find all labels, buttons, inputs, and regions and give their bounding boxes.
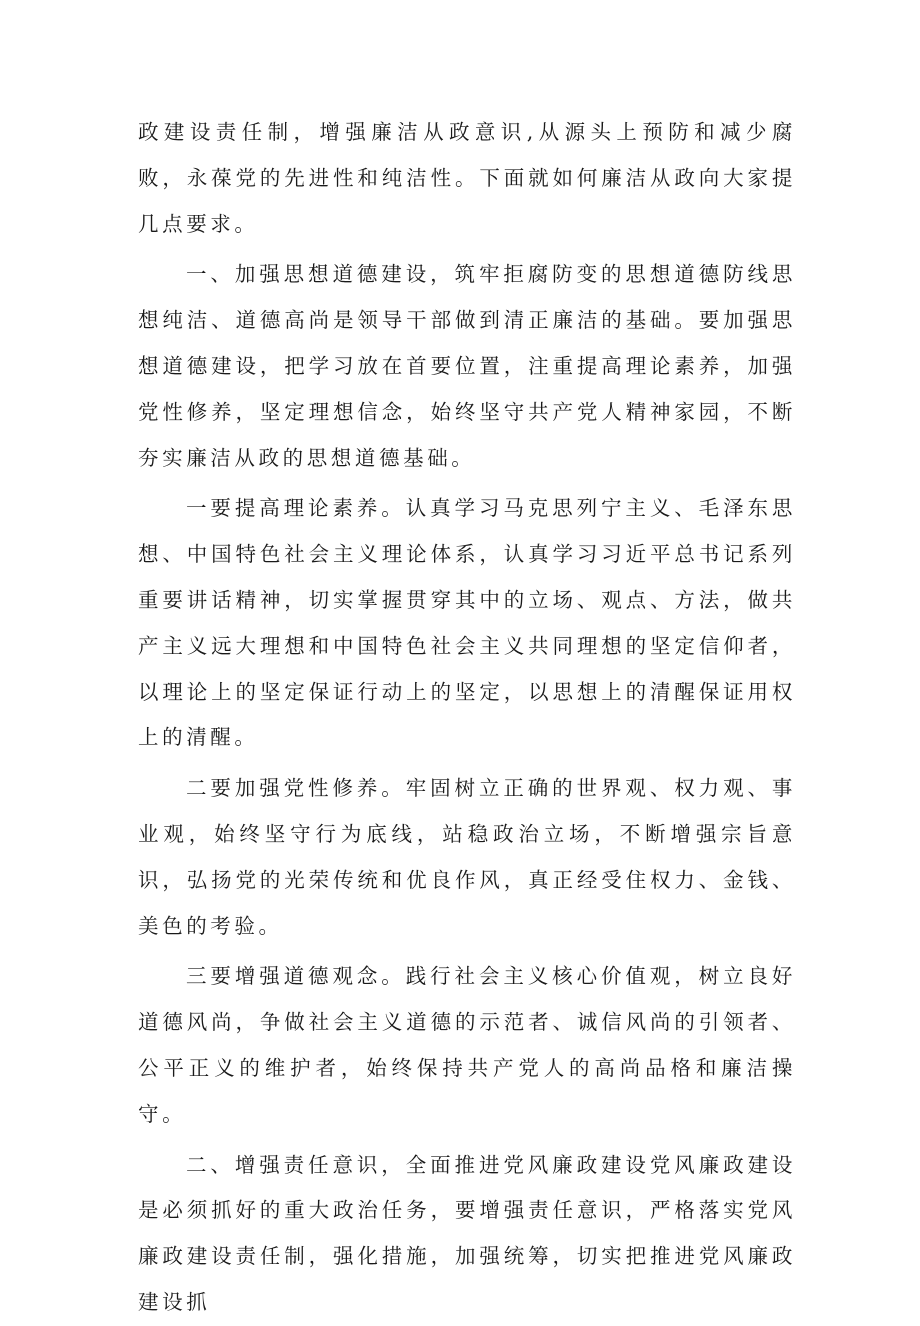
paragraph-theory-literacy: 一要提高理论素养。认真学习马克思列宁主义、毛泽东思想、中国特色社会主义理论体系，认真学习习近平总书记系列重要讲话精神，切实掌握贯穿其中的立场、观点、方法，做共产主义远大理想和中国特色社会主义共同理想的坚定信仰者，以理论上的坚定保证行动上的坚定，以思想上的清醒保证用权上的清醒。 [138,496,796,750]
paragraph-party-spirit: 二要加强党性修养。牢固树立正确的世界观、权力观、事业观，始终坚守行为底线，站稳政治立场，不断增强宗旨意识，弘扬党的光荣传统和优良作风，真正经受住权力、金钱、美色的考验。 [138,776,796,938]
paragraph-continuation: 政建设责任制，增强廉洁从政意识,从源头上预防和减少腐败，永葆党的先进性和纯洁性。下面就如何廉洁从政向大家提几点要求。 [138,120,796,236]
paragraph-moral-values: 三要增强道德观念。践行社会主义核心价值观，树立良好道德风尚，争做社会主义道德的示范者、诚信风尚的引领者、公平正义的维护者，始终保持共产党人的高尚品格和廉洁操守。 [138,964,796,1126]
paragraph-section-one-heading: 一、加强思想道德建设，筑牢拒腐防变的思想道德防线思想纯洁、道德高尚是领导干部做到清正廉洁的基础。要加强思想道德建设，把学习放在首要位置，注重提高理论素养，加强党性修养，坚定理想信念，始终坚守共产党人精神家园，不断夯实廉洁从政的思想道德基础。 [138,262,796,470]
paragraph-section-two-heading: 二、增强责任意识，全面推进党风廉政建设党风廉政建设是必须抓好的重大政治任务，要增强责任意识，严格落实党风廉政建设责任制，强化措施，加强统筹，切实把推进党风廉政建设抓 [138,1152,796,1314]
document-body [138,110,796,1326]
